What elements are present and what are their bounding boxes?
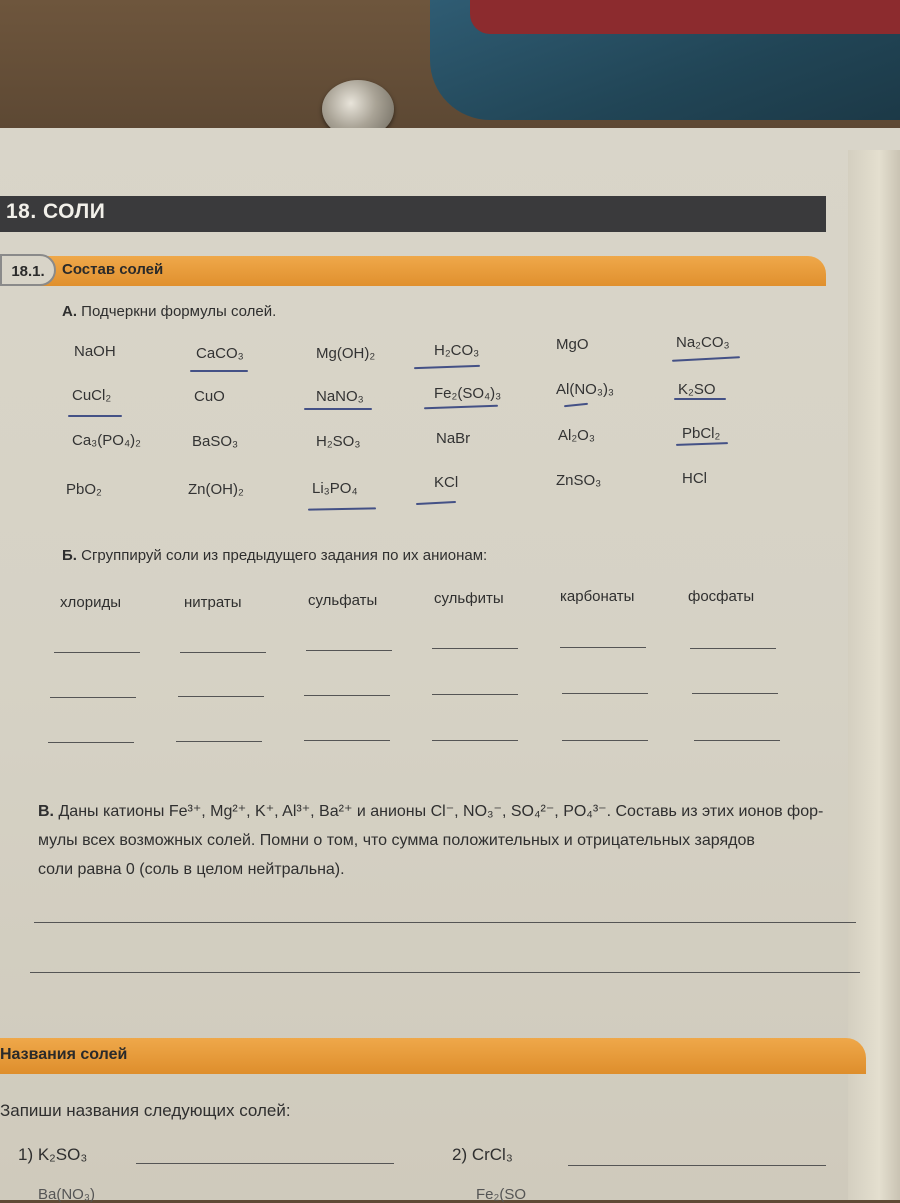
section-title: Состав солей [62, 261, 164, 278]
formula[interactable]: KCl [434, 474, 459, 491]
formula[interactable]: H₂SO₃ [316, 433, 361, 450]
chapter-title: 18. СОЛИ [6, 200, 106, 223]
formula[interactable]: Zn(OH)₂ [188, 481, 244, 498]
answer-line[interactable] [176, 741, 262, 742]
pen-underline [304, 408, 372, 410]
column-header-nitrates: нитраты [184, 594, 242, 611]
answer-line[interactable] [562, 740, 648, 741]
task-names-text: Запиши названия следующих солей: [0, 1101, 291, 1120]
answer-line[interactable] [432, 694, 518, 695]
task-a [62, 303, 276, 320]
salt-item-3-partial: Ba(NO₃) [38, 1186, 95, 1203]
formula[interactable]: CaCO₃ [196, 345, 244, 362]
formula[interactable]: Li₃PO₄ [312, 480, 358, 497]
salt-item-2: 2) CrCl₃ [452, 1145, 513, 1164]
answer-line[interactable] [48, 742, 134, 743]
task-v-text1: Даны катионы Fe³⁺, Mg²⁺, K⁺, Al³⁺, Ba²⁺ и анионы Cl⁻, NO₃⁻, SO₄²⁻, PO₄³⁻. Составь из этих ионов фор- [58, 803, 824, 820]
formula[interactable]: Al₂O₃ [558, 427, 595, 444]
section2-title: Названия солей [0, 1046, 128, 1063]
formula[interactable]: Ca₃(PO₄)₂ [72, 432, 141, 449]
answer-line[interactable] [560, 647, 646, 648]
formula[interactable]: CuCl₂ [72, 387, 112, 404]
salt-item-4-partial: Fe₂(SO [476, 1186, 526, 1203]
formula[interactable]: Na₂CO₃ [676, 334, 730, 351]
formula[interactable]: PbCl₂ [682, 425, 721, 442]
task-v-line3: соли равна 0 (соль в целом нейтральна). [38, 861, 345, 878]
formula[interactable]: NaBr [436, 430, 471, 447]
formula[interactable]: K₂SO [678, 381, 716, 398]
answer-line-long[interactable] [30, 972, 860, 973]
answer-line[interactable] [692, 693, 778, 694]
answer-line-item-2[interactable] [568, 1165, 826, 1166]
formula[interactable]: Mg(OH)₂ [316, 345, 376, 362]
formula[interactable]: NaOH [74, 343, 116, 360]
formula[interactable]: PbO₂ [66, 481, 102, 498]
formula[interactable]: HCl [682, 470, 707, 487]
answer-line[interactable] [690, 648, 776, 649]
formula[interactable]: CuO [194, 388, 225, 405]
formula[interactable]: ZnSO₃ [556, 472, 602, 489]
formula[interactable]: Al(NO₃)₃ [556, 381, 615, 398]
answer-line[interactable] [432, 740, 518, 741]
answer-line[interactable] [180, 652, 266, 653]
answer-line-long[interactable] [34, 922, 856, 923]
salt-item-1: 1) K₂SO₃ [18, 1145, 88, 1164]
column-header-chlorides: хлориды [60, 594, 122, 611]
task-v-line2: мулы всех возможных солей. Помни о том, что сумма положительных и отрицательных зарядов [38, 832, 755, 849]
task-a-text: Подчеркни формулы солей. [81, 303, 277, 320]
answer-line[interactable] [304, 740, 390, 741]
task-v-label: В. [38, 803, 54, 820]
answer-line[interactable] [50, 697, 136, 698]
task-b-label: Б. [62, 547, 77, 564]
pen-underline [68, 415, 122, 417]
column-header-sulfites: сульфиты [434, 590, 504, 607]
formula[interactable]: H₂CO₃ [434, 342, 480, 359]
task-b [62, 547, 487, 564]
answer-line[interactable] [562, 693, 648, 694]
answer-line-item-1[interactable] [136, 1163, 394, 1164]
answer-line[interactable] [54, 652, 140, 653]
column-header-sulfates: сульфаты [308, 592, 378, 609]
pen-underline [190, 370, 248, 372]
formula[interactable]: Fe₂(SO₄)₃ [434, 385, 502, 402]
task-a-label: А. [62, 303, 77, 320]
formula[interactable]: BaSO₃ [192, 433, 239, 450]
formula[interactable]: MgO [556, 336, 589, 353]
task-b-text: Сгруппируй соли из предыдущего задания по их анионам: [81, 547, 488, 564]
chapter-header-bar [0, 196, 826, 232]
formula[interactable]: NaNO₃ [316, 388, 364, 405]
column-header-carbonates: карбонаты [560, 588, 635, 605]
answer-line[interactable] [178, 696, 264, 697]
column-header-phosphates: фосфаты [688, 588, 755, 605]
pencil-case-zipper [470, 0, 900, 34]
answer-line[interactable] [694, 740, 780, 741]
answer-line[interactable] [306, 650, 392, 651]
answer-line[interactable] [304, 695, 390, 696]
section-number: 18.1. [0, 254, 56, 286]
pen-underline [674, 398, 726, 400]
task-v-line1 [38, 801, 823, 821]
section2-header-bar [0, 1038, 866, 1074]
answer-line[interactable] [432, 648, 518, 649]
